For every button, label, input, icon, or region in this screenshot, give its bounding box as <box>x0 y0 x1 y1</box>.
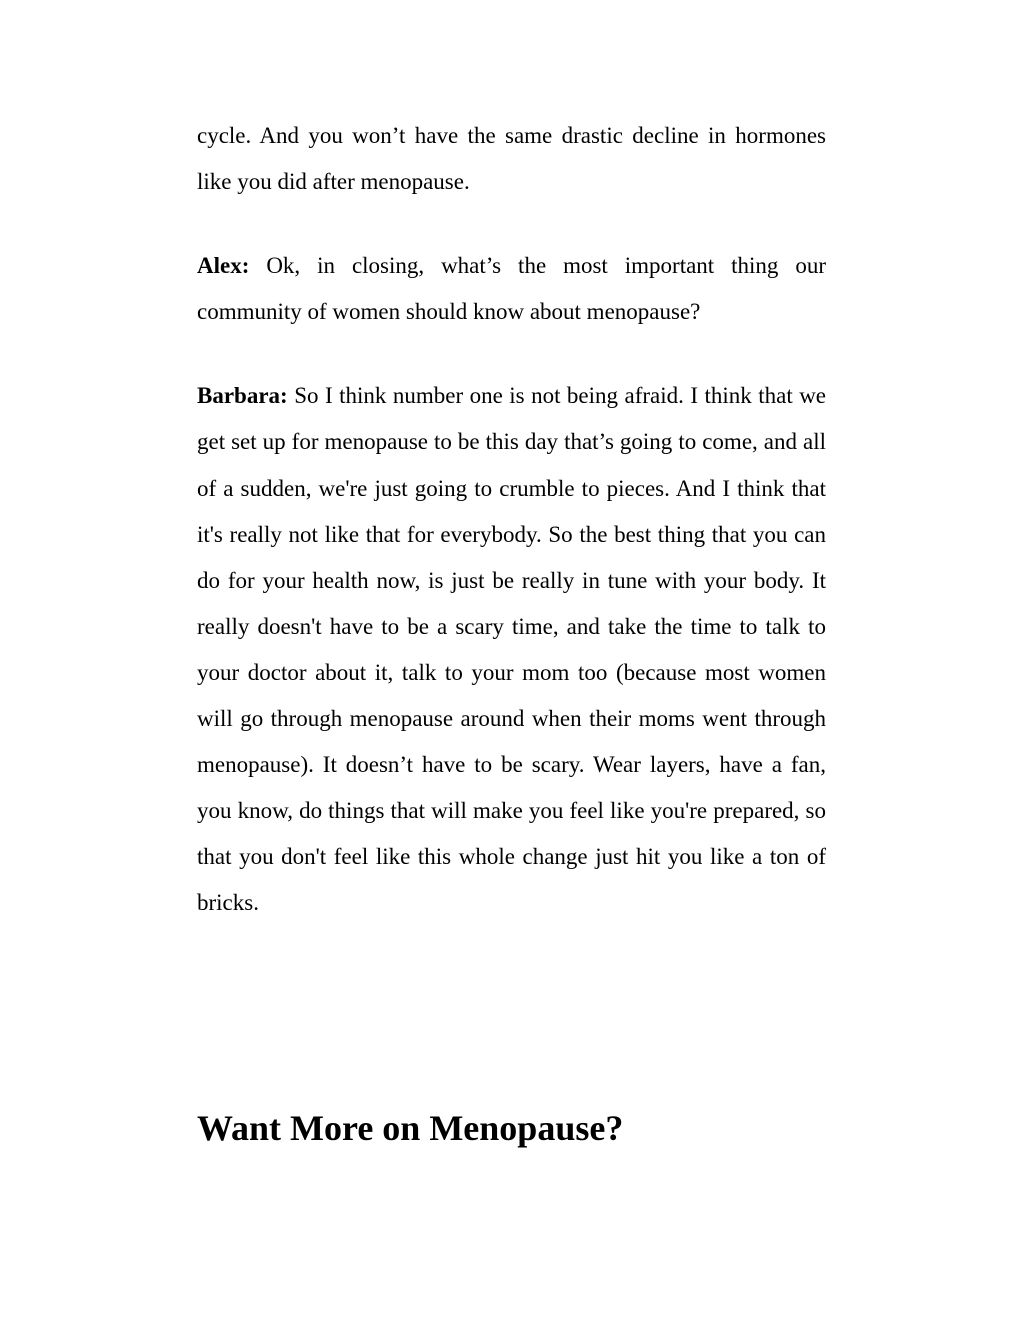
speaker-label-alex: Alex: <box>197 253 250 279</box>
speaker-label-barbara: Barbara: <box>197 383 288 409</box>
paragraph-continuation <box>197 113 826 205</box>
paragraph-barbara <box>197 373 826 926</box>
document-body <box>197 113 826 927</box>
paragraph-text: Ok, in closing, what’s the most important thing our community of women should know about menopause? <box>197 253 826 325</box>
paragraph-alex <box>197 243 826 335</box>
paragraph-text: So I think number one is not being afraid. I think that we get set up for menopause to be this day that’s going to come, and all of a sudden, we're just going to crumble to pieces. And I think that it's really not like that for everybody. So the best thing that you can do for your health now, is just be really in tune with your body. It really doesn't have to be a scary time, and take the time to talk to your doctor about it, talk to your mom too (because most women will go through menopause around when their moms went through menopause). It doesn’t have to be scary. Wear layers, have a fan, you know, do things that will make you feel like you're prepared, so that you don't feel like this whole change just hit you like a ton of bricks. <box>197 383 827 916</box>
paragraph-text: cycle. And you won’t have the same drastic decline in hormones like you did after menopause. <box>197 123 826 195</box>
section-heading: Want More on Menopause? <box>197 1108 624 1148</box>
